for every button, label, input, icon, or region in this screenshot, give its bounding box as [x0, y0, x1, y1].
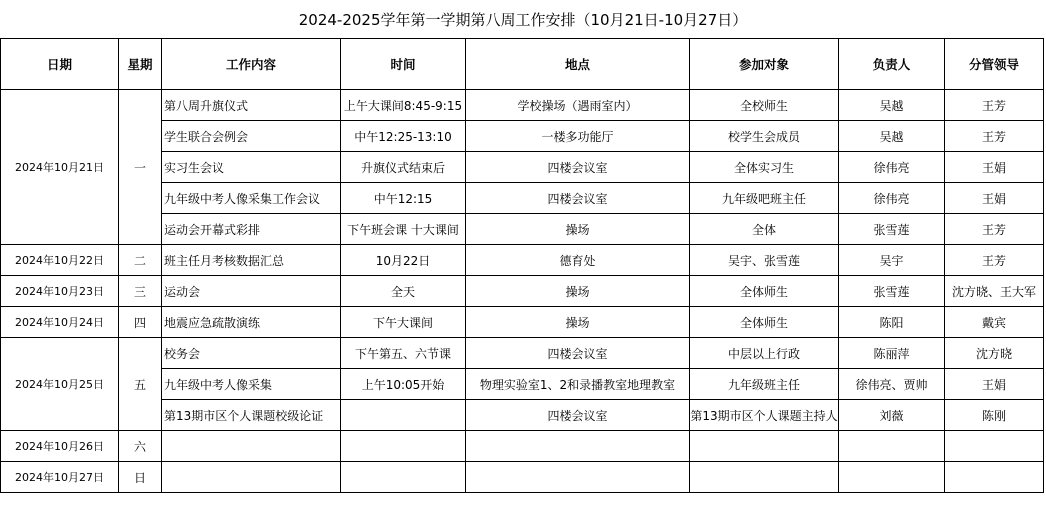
owner-cell	[839, 431, 945, 462]
participants-cell: 全体师生	[690, 307, 839, 338]
place-cell	[466, 431, 690, 462]
date-cell: 2024年10月22日	[1, 245, 119, 276]
time-cell: 中午12:25-13:10	[341, 121, 466, 152]
place-cell: 四楼会议室	[466, 338, 690, 369]
work-content-cell: 运动会	[162, 276, 341, 307]
header-weekday: 星期	[119, 39, 162, 90]
work-content-cell: 第13期市区个人课题校级论证	[162, 400, 341, 431]
page-title: 2024-2025学年第一学期第八周工作安排（10月21日-10月27日）	[298, 11, 748, 29]
time-cell: 全天	[341, 276, 466, 307]
work-content-cell: 第八周升旗仪式	[162, 90, 341, 121]
place-cell: 一楼多功能厅	[466, 121, 690, 152]
date-cell: 2024年10月25日	[1, 338, 119, 431]
table-row	[1, 431, 1044, 462]
leader-cell: 戴宾	[945, 307, 1044, 338]
leader-cell: 王芳	[945, 214, 1044, 245]
time-cell: 下午第五、六节课	[341, 338, 466, 369]
owner-cell: 陈阳	[839, 307, 945, 338]
leader-cell: 王芳	[945, 90, 1044, 121]
leader-cell: 王娟	[945, 369, 1044, 400]
table-row	[1, 276, 1044, 307]
owner-cell: 吴越	[839, 121, 945, 152]
leader-cell: 王芳	[945, 121, 1044, 152]
participants-cell: 九年级吧班主任	[690, 183, 839, 214]
leader-cell: 沈方晓、王大军	[945, 276, 1044, 307]
table-row	[1, 307, 1044, 338]
owner-cell: 陈丽萍	[839, 338, 945, 369]
weekday-cell: 四	[119, 307, 162, 338]
owner-cell	[839, 462, 945, 493]
owner-cell: 吴宇	[839, 245, 945, 276]
weekday-cell: 二	[119, 245, 162, 276]
table-row	[1, 245, 1044, 276]
owner-cell: 徐伟亮	[839, 183, 945, 214]
schedule-body	[1, 90, 1044, 493]
table-row	[1, 462, 1044, 493]
time-cell: 下午大课间	[341, 307, 466, 338]
time-cell: 下午班会课 十大课间	[341, 214, 466, 245]
time-cell: 中午12:15	[341, 183, 466, 214]
owner-cell: 刘薇	[839, 400, 945, 431]
time-cell	[341, 431, 466, 462]
participants-cell: 全体	[690, 214, 839, 245]
owner-cell: 徐伟亮	[839, 152, 945, 183]
owner-cell: 吴越	[839, 90, 945, 121]
time-cell: 10月22日	[341, 245, 466, 276]
place-cell: 四楼会议室	[466, 183, 690, 214]
place-cell: 操场	[466, 214, 690, 245]
participants-cell: 全体实习生	[690, 152, 839, 183]
time-cell	[341, 400, 466, 431]
date-cell: 2024年10月24日	[1, 307, 119, 338]
work-content-cell: 九年级中考人像采集	[162, 369, 341, 400]
header-participants: 参加对象	[690, 39, 839, 90]
participants-cell: 校学生会成员	[690, 121, 839, 152]
header-leader: 分管领导	[945, 39, 1044, 90]
participants-cell	[690, 462, 839, 493]
work-content-cell: 九年级中考人像采集工作会议	[162, 183, 341, 214]
owner-cell: 张雪莲	[839, 214, 945, 245]
date-cell: 2024年10月23日	[1, 276, 119, 307]
work-content-cell: 地震应急疏散演练	[162, 307, 341, 338]
place-cell: 学校操场（遇雨室内）	[466, 90, 690, 121]
table-row	[1, 338, 1044, 369]
weekday-cell: 日	[119, 462, 162, 493]
time-cell: 升旗仪式结束后	[341, 152, 466, 183]
place-cell: 德育处	[466, 245, 690, 276]
participants-cell: 第13期市区个人课题主持人	[690, 400, 839, 431]
date-cell: 2024年10月26日	[1, 431, 119, 462]
header-place: 地点	[466, 39, 690, 90]
leader-cell	[945, 462, 1044, 493]
header-row	[1, 39, 1044, 90]
header-date: 日期	[1, 39, 119, 90]
work-content-cell: 学生联合会例会	[162, 121, 341, 152]
leader-cell: 王娟	[945, 183, 1044, 214]
participants-cell: 中层以上行政	[690, 338, 839, 369]
work-content-cell: 校务会	[162, 338, 341, 369]
date-cell: 2024年10月21日	[1, 90, 119, 245]
header-content: 工作内容	[162, 39, 341, 90]
work-content-cell	[162, 431, 341, 462]
place-cell: 物理实验室1、2和录播教室地理教室	[466, 369, 690, 400]
weekday-cell: 一	[119, 90, 162, 245]
time-cell	[341, 462, 466, 493]
weekday-cell: 五	[119, 338, 162, 431]
place-cell	[466, 462, 690, 493]
participants-cell: 吴宇、张雪莲	[690, 245, 839, 276]
leader-cell: 沈方晓	[945, 338, 1044, 369]
leader-cell	[945, 431, 1044, 462]
place-cell: 操场	[466, 307, 690, 338]
leader-cell: 王芳	[945, 245, 1044, 276]
work-content-cell: 运动会开幕式彩排	[162, 214, 341, 245]
time-cell: 上午10:05开始	[341, 369, 466, 400]
work-content-cell: 班主任月考核数据汇总	[162, 245, 341, 276]
table-row	[1, 90, 1044, 121]
place-cell: 操场	[466, 276, 690, 307]
header-time: 时间	[341, 39, 466, 90]
owner-cell: 徐伟亮、贾帅	[839, 369, 945, 400]
date-cell: 2024年10月27日	[1, 462, 119, 493]
participants-cell	[690, 431, 839, 462]
work-content-cell	[162, 462, 341, 493]
work-content-cell: 实习生会议	[162, 152, 341, 183]
time-cell: 上午大课间8:45-9:15	[341, 90, 466, 121]
place-cell: 四楼会议室	[466, 152, 690, 183]
schedule-table	[0, 38, 1044, 493]
header-owner: 负责人	[839, 39, 945, 90]
place-cell: 四楼会议室	[466, 400, 690, 431]
weekday-cell: 六	[119, 431, 162, 462]
owner-cell: 张雪莲	[839, 276, 945, 307]
participants-cell: 全体师生	[690, 276, 839, 307]
participants-cell: 全校师生	[690, 90, 839, 121]
participants-cell: 九年级班主任	[690, 369, 839, 400]
leader-cell: 陈刚	[945, 400, 1044, 431]
leader-cell: 王娟	[945, 152, 1044, 183]
weekday-cell: 三	[119, 276, 162, 307]
